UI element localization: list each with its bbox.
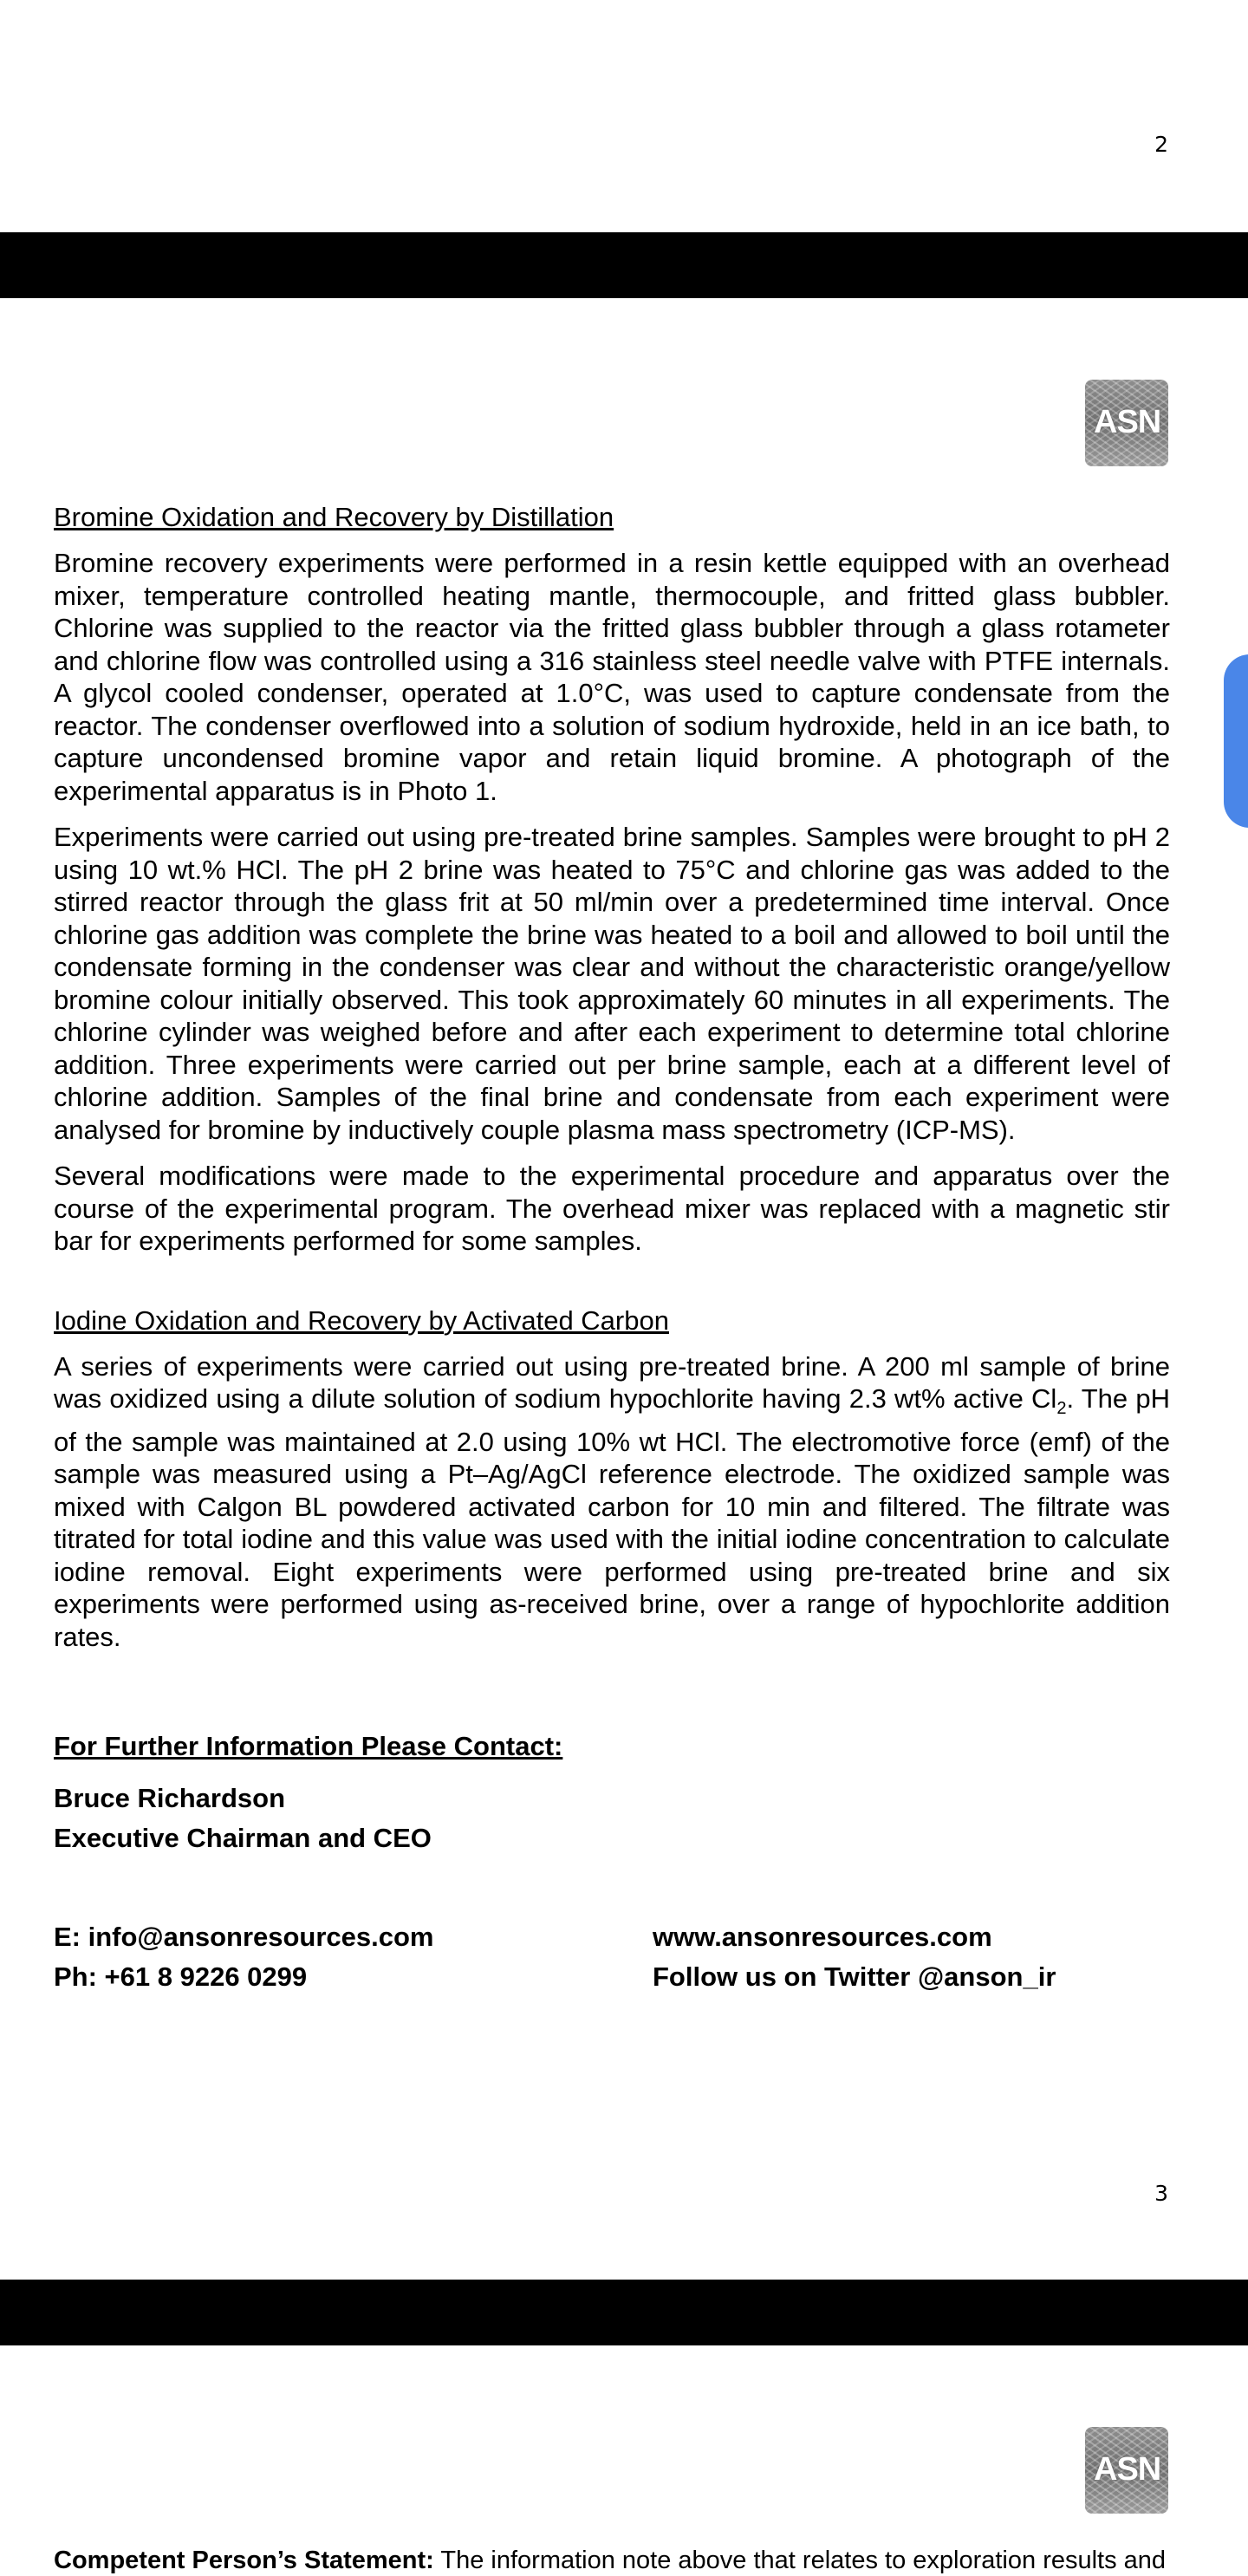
company-logo (1085, 2427, 1168, 2514)
paragraph-text: A series of experiments were carried out using pre-treated brine. A 200 ml sample of brine was oxidized using a dilute solution of sodium hypochlorite having 2.3 wt% active Cl (54, 1350, 1170, 1414)
section-heading-bromine: Bromine Oxidation and Recovery by Distillation (54, 502, 614, 532)
paragraph-text: . The pH of the sample was maintained at 2.0 using 10% wt HCl. The electromotive force (emf) of the sample was measured using a Pt–Ag/AgCl reference electrode. The oxidized sample was mixed with Calgon BL powdered activated carbon for 10 min and filtered. The filtrate was titrated for total iodine and this value was used with the initial iodine concentration to calculate iodine removal. Eight experiments were performed using pre-treated brine and six experiments were performed using as-received brine, over a range of hypochlorite addition rates. (54, 1383, 1170, 1652)
contact-phone[interactable]: Ph: +61 8 9226 0299 (54, 1961, 308, 1992)
statement-text: The information note above that relates to exploration results and (433, 2547, 1167, 2574)
logo-text: ASN (1094, 404, 1161, 440)
contact-block (54, 1730, 1170, 1992)
paragraph: Bromine recovery experiments were performed in a resin kettle equipped with an overhead mixer, temperature controlled heating mantle, thermocouple, and fritted glass bubbler. Chlorine was supplied to the reactor via the fritted glass bubbler through a glass rotameter and chlorine flow was controlled using a 316 stainless steel needle valve with PTFE internals. A glycol cooled condenser, operated at 1.0°C, was used to capture condensate from the reactor. The condenser overflowed into a solution of sodium hydroxide, held in an ice bath, to capture uncondensed bromine vapor and retain liquid bromine. A photograph of the experimental apparatus is in Photo 1. (54, 548, 1170, 806)
contact-email[interactable]: E: info@ansonresources.com (54, 1922, 434, 1952)
page-number: 3 (1154, 2181, 1168, 2206)
paragraph: Several modifications were made to the experimental procedure and apparatus over the course of the experimental program. The overhead mixer was replaced with a magnetic stir bar for experiments performed for some samples. (54, 1161, 1170, 1256)
contact-twitter[interactable]: Follow us on Twitter @anson_ir (653, 1961, 1056, 1992)
page-number: 2 (1154, 132, 1168, 157)
page-content (54, 501, 1170, 1667)
paragraph: Experiments were carried out using pre-treated brine samples. Samples were brought to pH 2 using 10 wt.% HCl. The pH 2 brine was heated to 75°C and chlorine gas was added to the stirred reactor through the glass frit at 50 ml/min over a predetermined time interval. Once chlorine gas addition was complete the brine was heated to a boil and allowed to boil until the condensate forming in the condenser was clear and without the characteristic orange/yellow bromine colour initially observed. This took approximately 60 minutes in all experiments. The chlorine cylinder was weighed before and after each experiment to determine total chlorine addition. Three experiments were carried out per brine sample, each at a different level of chlorine addition. Samples of the final brine and condensate from each experiment were analysed for bromine by inductively couple plasma mass spectrometry (ICP-MS). (54, 822, 1170, 1145)
contact-website-link[interactable]: www.ansonresources.com (653, 1922, 992, 1952)
contact-name: Bruce Richardson (54, 1783, 286, 1813)
logo-text: ASN (1094, 2451, 1161, 2488)
company-logo (1085, 380, 1168, 466)
contact-title: For Further Information Please Contact: (54, 1731, 563, 1761)
section-heading-iodine: Iodine Oxidation and Recovery by Activated Carbon (54, 1304, 669, 1336)
paragraph (54, 1350, 1170, 1654)
subscript: 2 (1056, 1399, 1067, 1419)
competent-person-statement (54, 2545, 1170, 2576)
header-band (0, 2280, 1248, 2345)
contact-role: Executive Chairman and CEO (54, 1823, 432, 1853)
statement-label: Competent Person’s Statement: (54, 2547, 434, 2574)
side-tab-handle[interactable] (1224, 654, 1248, 828)
header-band (0, 232, 1248, 298)
